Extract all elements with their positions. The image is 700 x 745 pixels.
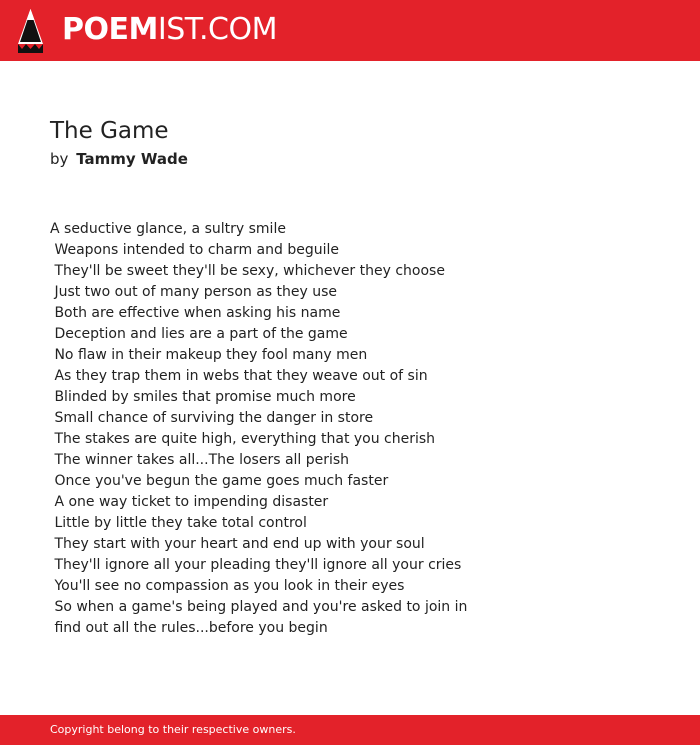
poem-line: Both are effective when asking his name [50,305,341,321]
poem-line: Blinded by smiles that promise much more [50,389,356,405]
poem-author: Tammy Wade [76,150,188,168]
logo-wordmark-light: IST.COM [157,12,277,47]
poem-line: So when a game's being played and you're asked to join in [50,599,468,615]
poem-line: Just two out of many person as they use [50,284,338,300]
poem-byline [50,149,188,169]
site-footer [0,715,700,745]
poem-line: They'll ignore all your pleading they'll ignore all your cries [50,557,462,573]
site-header [0,0,700,61]
poem-line: A seductive glance, a sultry smile [50,221,286,237]
poem-line: Little by little they take total control [50,515,307,531]
logo-wordmark-bold: POEM [62,12,158,47]
poem-line: They start with your heart and end up with your soul [50,536,425,552]
footer-copyright: Copyright belong to their respective owners. [50,723,296,736]
poem-line: The winner takes all...The losers all perish [50,452,350,468]
poem-line: Once you've begun the game goes much faster [50,473,389,489]
by-label: by [50,150,69,168]
poem-line: Weapons intended to charm and beguile [50,242,340,258]
poem-line: A one way ticket to impending disaster [50,494,329,510]
pencil-tip-icon [17,9,44,53]
poem-line: Small chance of surviving the danger in store [50,410,374,426]
poem-line: Deception and lies are a part of the game [50,326,348,342]
logo-wordmark [62,12,277,48]
poem-line: The stakes are quite high, everything that you cherish [50,431,436,447]
poem-body [50,219,650,639]
poem-title: The Game [50,118,169,144]
poem-line: find out all the rules...before you begin [50,620,328,636]
poem-line: You'll see no compassion as you look in their eyes [50,578,405,594]
poem-line: No flaw in their makeup they fool many men [50,347,368,363]
poem-line: As they trap them in webs that they weave out of sin [50,368,428,384]
poem-line: They'll be sweet they'll be sexy, whichever they choose [50,263,445,279]
